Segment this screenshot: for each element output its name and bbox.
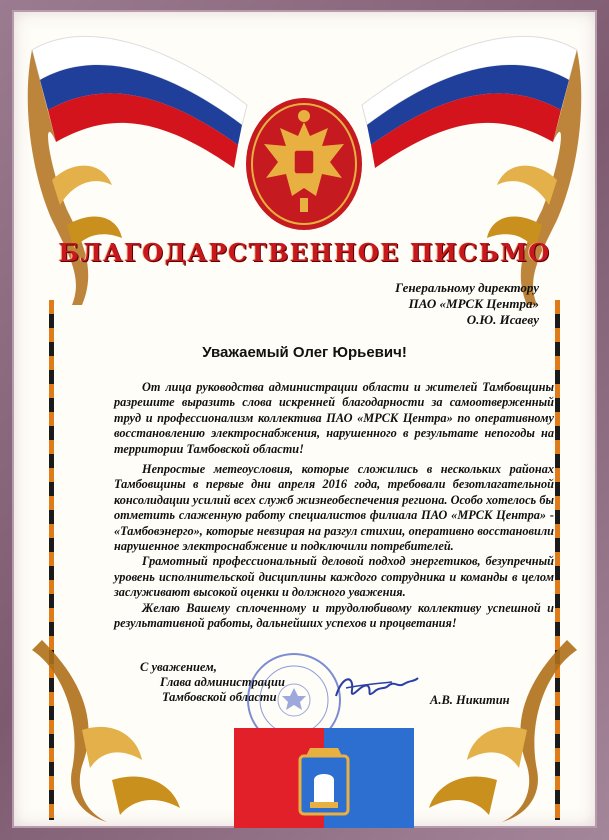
signoff-position: Глава администрации (160, 675, 285, 689)
paragraph: Желаю Вашему сплоченному и трудолюбивому коллективу успешной и результативной работы, дальнейших успехов и процветания! (114, 600, 554, 631)
greeting: Уважаемый Олег Юрьевич! (202, 344, 407, 361)
addressee-block (395, 280, 539, 328)
addressee-position: Генеральному директору (395, 280, 539, 295)
signoff-regards: С уважением, (140, 660, 217, 674)
document-title: БЛАГОДАРСТВЕННОЕ ПИСЬМО (58, 238, 551, 267)
letter-paper (12, 10, 597, 828)
paragraph: Грамотный профессиональный деловой подход энергетиков, безупречный уровень исполнительской дисциплины каждого сотрудника и команды в целом заслуживают высокой оценки и должного уважения. (114, 554, 554, 600)
tambov-region-flag (234, 728, 414, 828)
coat-of-arms-emblem (244, 92, 364, 232)
addressee-company: ПАО «МРСК Центра» (408, 296, 539, 311)
addressee-name: О.Ю. Исаеву (466, 312, 539, 327)
paragraph: Непростые метеоусловия, которые сложились в нескольких районах Тамбовщины в первые дни апреля 2016 года, требовали безотлагательной консолидации усилий всех служб жизнеобеспечения региона. Особо хотелось бы отметить слаженную работу специалистов филиала ПАО «МРСК Центра» - «Тамбовэнерго», которые невзирая на разгул стихии, оперативно восстановили нарушенное электроснабжение и подключили потребителей. (114, 462, 554, 554)
signoff-name: А.В. Никитин (430, 693, 510, 707)
letter-body (114, 380, 554, 632)
handwritten-signature (332, 668, 422, 708)
signoff-region: Тамбовской области (162, 690, 277, 704)
paragraph: От лица руководства администрации области и жителей Тамбовщины разрешите выразить слова искренней благодарности за самоотверженный труд и профессионализм коллектива ПАО «МРСК Центра» по оперативному восстановлению электроснабжения, нарушенного в результате непогоды на территории Тамбовской области! (114, 380, 554, 456)
